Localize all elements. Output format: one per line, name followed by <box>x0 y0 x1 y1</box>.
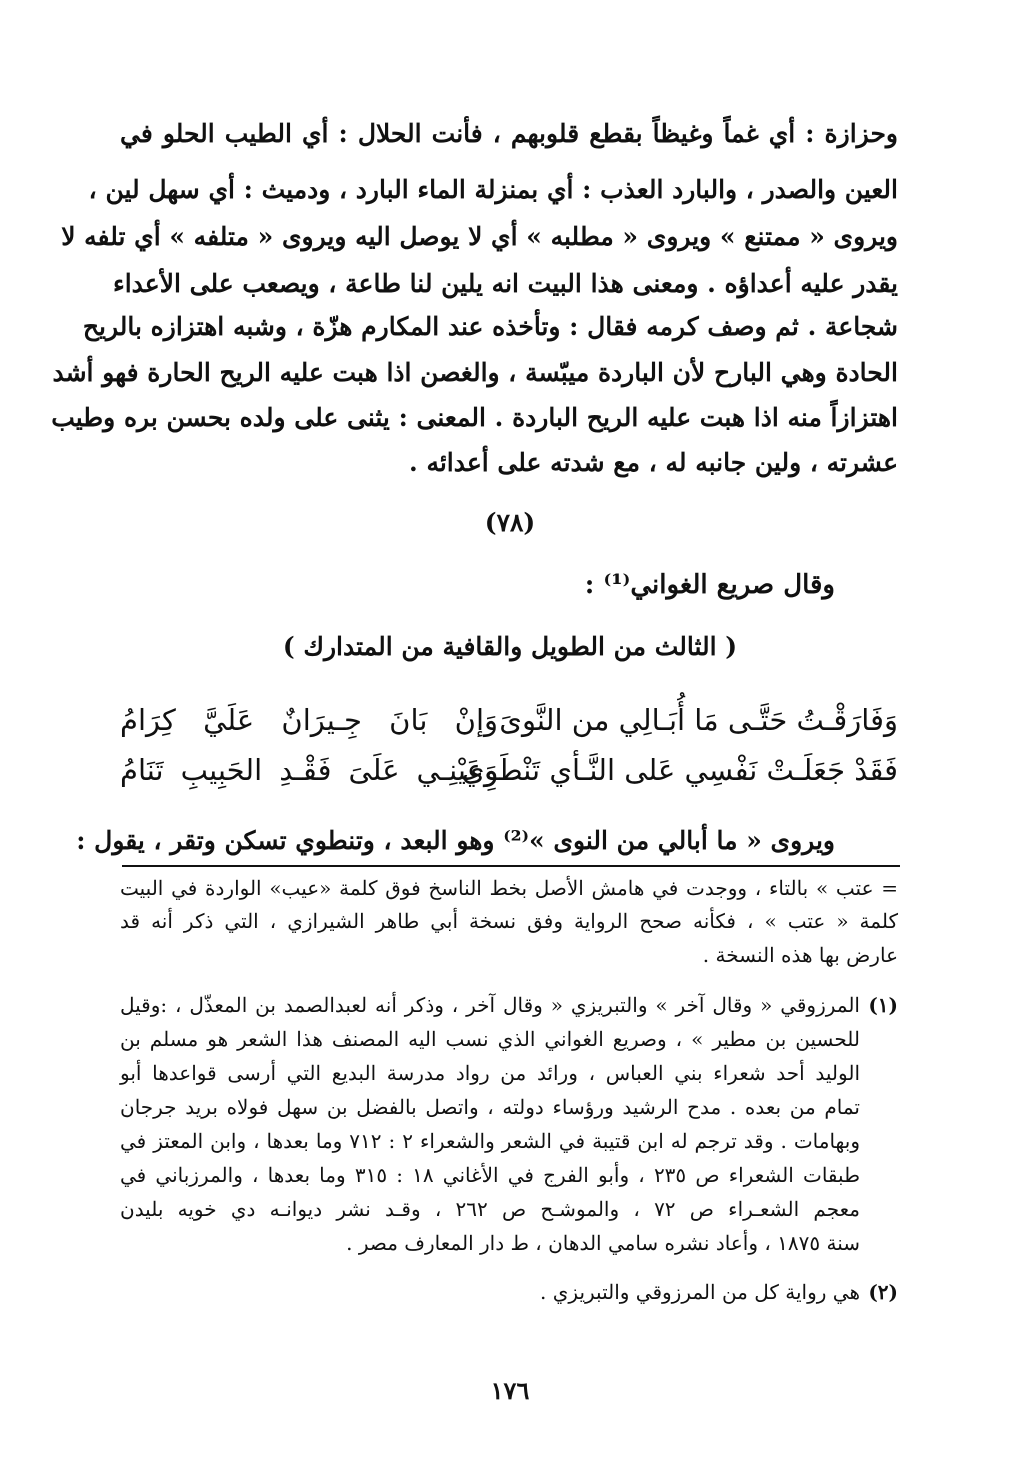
meter-description: ( الثالث من الطويل والقافية من المتدارك ) <box>282 632 738 661</box>
paragraph-line: ويروى « ممتنع » ويروى « مطلبه » أي لا يوصل اليه ويروى « متلفه » أي تلفه لا <box>61 222 898 251</box>
footnote-line: معجم الشعـراء ص ٧٢ ، والموشـح ص ٢٦٢ ، وقـد نشر ديوانـه دي خويه بليدن <box>120 1197 860 1221</box>
footnote-marker: (٢) <box>868 1280 898 1304</box>
paragraph-line: يقدر عليه أعداؤه . ومعنى هذا البيت انه يلين لنا طاعة ، ويصعب على الأعداء <box>112 269 898 298</box>
paragraph-line: الحادة وهي البارح لأن الباردة ميبّسة ، والغصن اذا هبت عليه الريح الحارة فهو أشد <box>52 358 898 387</box>
paragraph-line: شجاعة . ثم وصف كرمه فقال : وتأخذه عند المكارم هزّة ، وشبه اهتزازه بالريح <box>82 312 898 341</box>
footnote-line: كلمة « عتب » ، فكأنه صحح الرواية وفق نسخة أبي طاهر الشيرازي ، التي ذكر أنه قد <box>120 909 898 933</box>
verse-second-hemistich: وَعَيْنِـي عَلَىَ فَقْـدِ الحَبِيبِ تَنَامُ <box>120 753 498 787</box>
paragraph-line: اهتزازاً منه اذا هبت عليه الريح الباردة . المعنى : يثنى على ولده بحسن بره وطيب <box>51 403 898 432</box>
verse-first-hemistich: فَقَدْ جَعَلَـتْ نَفْسِي عَلى النَّـأي تَنْطَوِي <box>461 753 898 787</box>
footnote-line: عارض بها هذه النسخة . <box>702 943 898 967</box>
footnote-line: للحسين بن مطير » ، وصريع الغواني الذي نسب اليه المصنف هذا الشعر هو مسلم بن <box>120 1027 860 1051</box>
footnote-line: سنة ١٨٧٥ ، وأعاد نشره سامي الدهان ، ط دار المعارف مصر . <box>346 1231 860 1255</box>
page-number: ١٧٦ <box>490 1376 530 1405</box>
footnote-separator <box>122 865 900 867</box>
footnote-marker: (١) <box>868 993 898 1017</box>
footnote-line: = عتب » بالتاء ، ووجدت في هامش الأصل بخط الناسخ فوق كلمة «عيب» الواردة في البيت <box>120 876 898 900</box>
verse-first-hemistich: وَفَارَقْـتُ حَتَّـى مَا أُبَـالِي من النَّوىَ <box>499 703 898 737</box>
poem-intro: وقال صريع الغواني⁽¹⁾ : <box>584 570 835 600</box>
verse-line <box>120 742 898 798</box>
footnote-line: المرزوقي « وقال آخر » والتبريزي « وقال آخر ، وذكر أنه لعبدالصمد بن المعذّل ، :وقيل <box>120 993 860 1017</box>
footnote-line: هي رواية كل من المرزوقي والتبريزي . <box>540 1280 860 1304</box>
paragraph-line: وحزازة : أي غماً وغيظاً بقطع قلوبهم ، فأنت الحلال : أي الطيب الحلو في <box>120 119 898 148</box>
verse-line <box>120 692 898 748</box>
section-number: (٧٨) <box>484 508 536 537</box>
verse-second-hemistich: وَإنْ بَانَ جِـيرَانٌ عَلَيَّ كِرَامُ <box>120 703 498 737</box>
footnote-line: تمام من بعده . مدح الرشيد ورؤساء دولته ، واتصل بالفضل بن سهل فولاه بريد جرجان <box>120 1095 860 1119</box>
footnote-line: وبهامات . وقد ترجم له ابن قتيبة في الشعر والشعراء ٢ : ٧١٢ وما بعدها ، وابن المعتز في <box>120 1129 860 1153</box>
paragraph-line: عشرته ، ولين جانبه له ، مع شدته على أعدائه . <box>409 448 898 477</box>
footnote-line: طبقات الشعراء ص ٢٣٥ ، وأبو الفرج في الأغاني ١٨ : ٣١٥ وما بعدها ، والمرزباني في <box>120 1163 860 1187</box>
post-verse-commentary: ويروى « ما أبالي من النوى »⁽²⁾ وهو البعد ، وتنطوي تسكن وتقر ، يقول : <box>76 826 835 855</box>
footnote-line: الوليد أحد شعراء بني العباس ، ورائد من رواد مدرسة البديع التي أرسى قواعدها أبو <box>120 1061 860 1085</box>
paragraph-line: العين والصدر ، والبارد العذب : أي بمنزلة الماء البارد ، ودميث : أي سهل لين ، <box>88 175 898 204</box>
